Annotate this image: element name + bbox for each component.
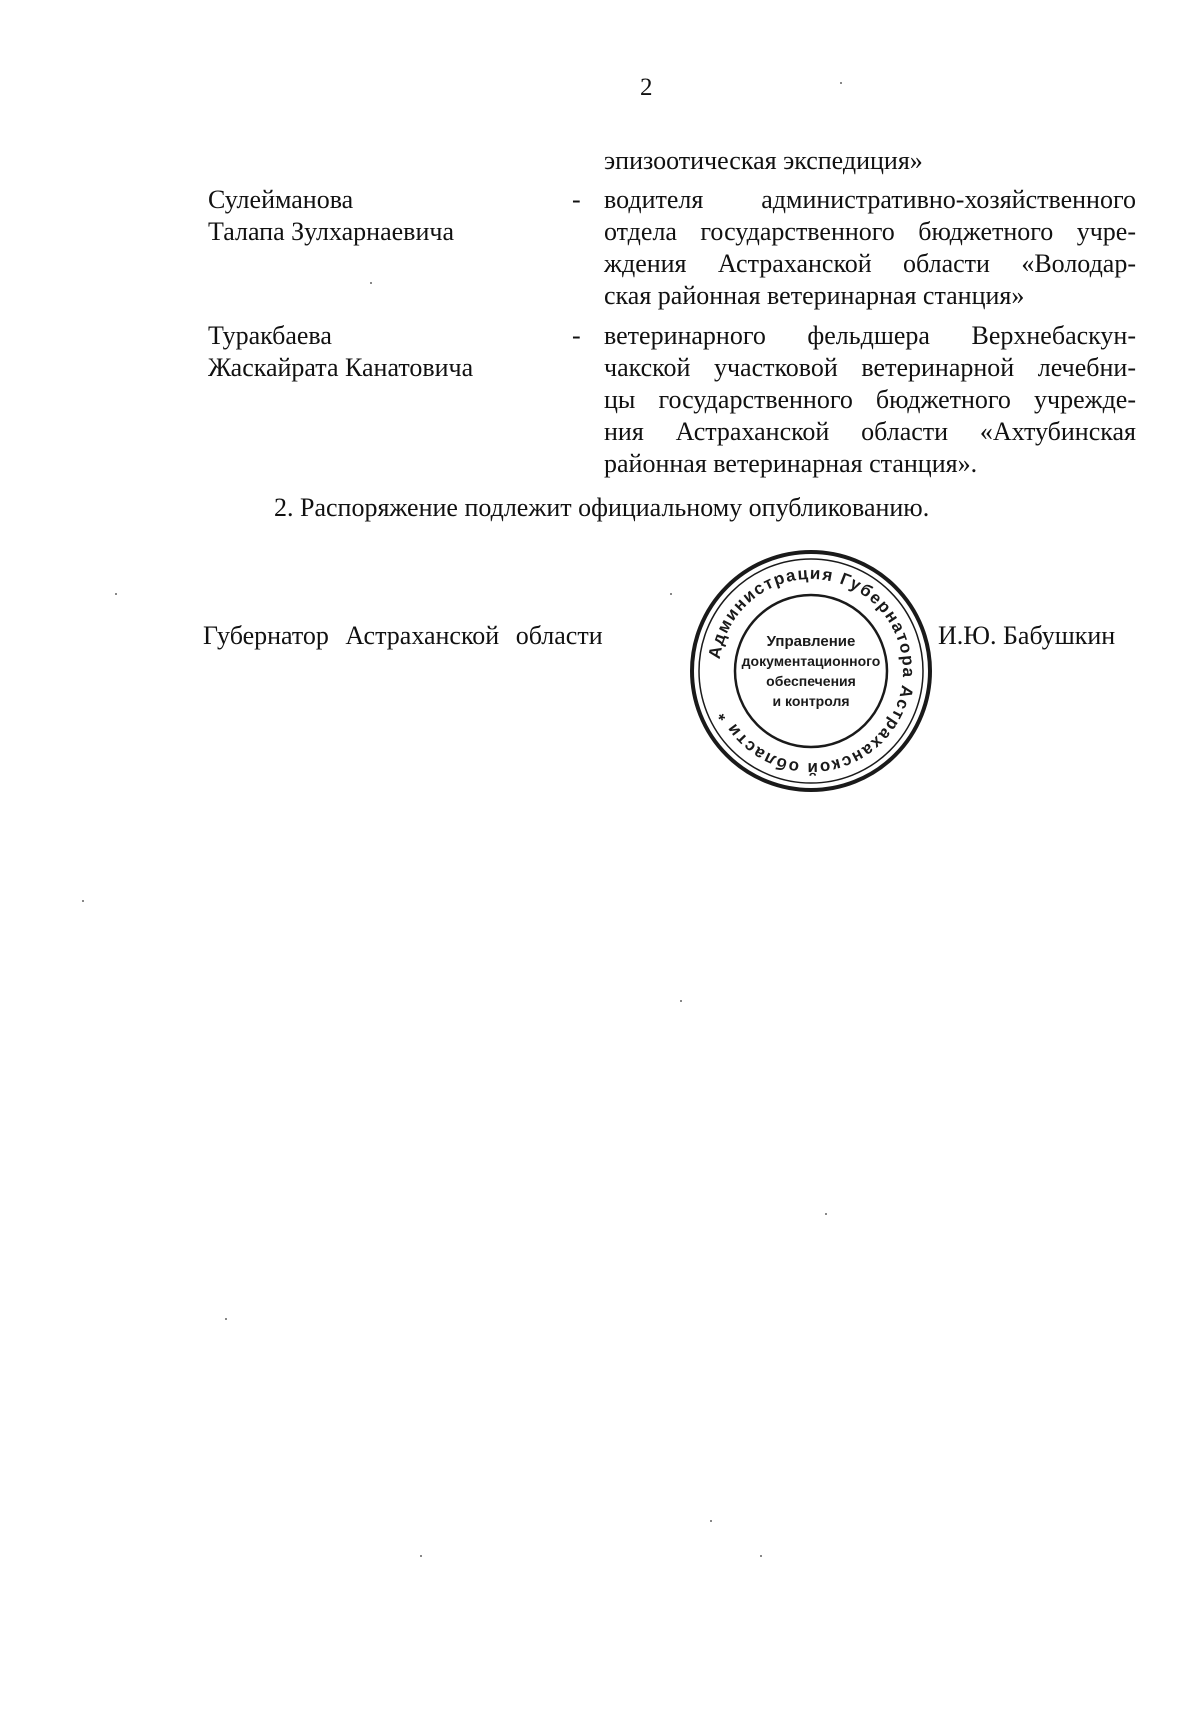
scan-speck <box>680 1000 682 1002</box>
scan-speck <box>760 1555 762 1557</box>
seal-center-line: и контроля <box>772 693 850 709</box>
scan-speck <box>82 900 84 902</box>
seal-center-line: обеспечения <box>766 673 856 689</box>
appointee-description-line: ская районная ветеринарная станция» <box>604 281 1025 310</box>
entry-dash: - <box>572 185 581 214</box>
appointee-description-line: цы государственного бюджетного учрежде- <box>604 385 1136 414</box>
appointee-description-line: отдела государственного бюджетного учре- <box>604 217 1136 246</box>
appointee-description-line: чакской участковой ветеринарной лечебни- <box>604 353 1136 382</box>
appointee-description-line: ния Астраханской области «Ахтубинская <box>604 417 1136 446</box>
appointee-surname: Туракбаева <box>208 321 332 350</box>
page-number: 2 <box>640 74 653 101</box>
scan-speck <box>370 282 372 284</box>
appointee-description-line: водителя административно-хозяйственного <box>604 185 1136 214</box>
scan-speck <box>225 1318 227 1320</box>
appointee-description-line: ветеринарного фельдшера Верхнебаскун- <box>604 321 1136 350</box>
appointee-description-line: ждения Астраханской области «Володар- <box>604 249 1136 278</box>
scan-speck <box>825 1213 827 1215</box>
scan-speck <box>840 82 842 84</box>
signatory-name: И.Ю. Бабушкин <box>938 621 1116 650</box>
scan-speck <box>670 593 672 595</box>
seal-ring-text: Администрация Губернатора Астраханской области * <box>704 563 919 779</box>
seal-center-line: Управление <box>766 633 856 650</box>
official-seal <box>688 548 934 794</box>
seal-center-line: документационного <box>741 653 881 669</box>
entry-dash: - <box>572 321 581 350</box>
scan-speck <box>420 1555 422 1557</box>
appointee-given-name: Жаскайрата Канатовича <box>208 353 474 382</box>
appointee-given-name: Талапа Зулхарнаевича <box>208 217 454 246</box>
item-2-publication: 2. Распоряжение подлежит официальному опубликованию. <box>274 493 930 522</box>
signatory-title: Губернатор Астраханской области <box>203 621 603 650</box>
continuation-text: эпизоотическая экспедиция» <box>604 146 923 175</box>
scan-speck <box>710 1520 712 1522</box>
appointee-surname: Сулейманова <box>208 185 354 214</box>
appointee-description-line: районная ветеринарная станция». <box>604 449 978 478</box>
scan-speck <box>115 593 117 595</box>
